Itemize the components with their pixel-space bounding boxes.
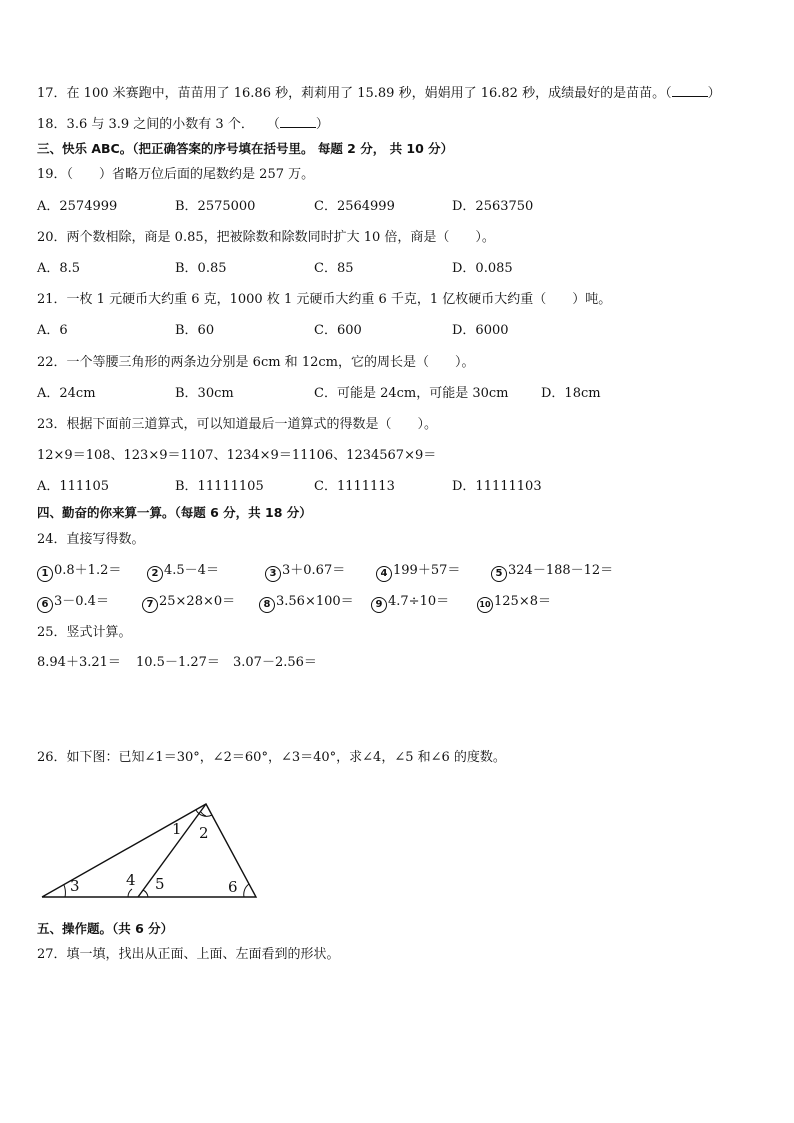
option-c[interactable]: C．2564999 [314, 199, 395, 214]
vertical-calc-item: 3.07－2.56＝ [233, 655, 317, 670]
inner-segment [138, 804, 206, 897]
option-d[interactable]: D．2563750 [452, 199, 534, 214]
question-17 [37, 84, 721, 102]
option-a[interactable]: A．111105 [37, 479, 110, 494]
question-17-close: ） [707, 86, 721, 101]
question-18-close: ） [315, 117, 329, 132]
section-5-heading: 五、操作题。（共 6 分） [37, 921, 174, 936]
option-a[interactable]: A．2574999 [37, 199, 118, 214]
option-a[interactable]: A．8.5 [37, 261, 81, 276]
calc-item: 8 3.56×100＝ [259, 594, 354, 613]
option-b[interactable]: B．0.85 [175, 261, 227, 276]
section-3-heading: 三、快乐 ABC。（把正确答案的序号填在括号里。 每题 2 分， 共 10 分） [37, 141, 454, 156]
question-18 [37, 115, 329, 133]
option-d[interactable]: D．6000 [452, 323, 509, 338]
question-19-stem: 19．（ ）省略万位后面的尾数约是 257 万。 [37, 167, 315, 182]
number-badge: 5 [491, 566, 507, 582]
option-b[interactable]: B．60 [175, 323, 215, 338]
calc-item: 5 324－188－12＝ [491, 563, 613, 582]
answer-blank-18[interactable] [280, 115, 316, 128]
section-4-heading: 四、勤奋的你来算一算。（每题 6 分，共 18 分） [37, 505, 312, 520]
calc-item: 4 199＋57＝ [376, 563, 460, 582]
number-badge: 2 [147, 566, 163, 582]
calc-item: 1 0.8＋1.2＝ [37, 563, 121, 582]
calc-item: 7 25×28×0＝ [142, 594, 235, 613]
option-d[interactable]: D．18cm [541, 386, 601, 401]
calc-item: 9 4.7÷10＝ [371, 594, 449, 613]
vertical-calc-item: 8.94＋3.21＝ [37, 655, 121, 670]
angle-arc-6 [244, 884, 249, 897]
angle-arc-5 [143, 890, 148, 897]
option-a[interactable]: A．24cm [37, 386, 96, 401]
number-badge: 3 [265, 566, 281, 582]
number-badge: 9 [371, 597, 387, 613]
angle-arc-3 [64, 885, 65, 897]
option-a[interactable]: A．6 [37, 323, 68, 338]
option-d[interactable]: D．11111103 [452, 479, 542, 494]
option-b[interactable]: B．11111105 [175, 479, 264, 494]
question-18-text: 18．3.6 与 3.9 之间的小数有 3 个． （ [37, 117, 280, 132]
question-17-text: 17．在 100 米赛跑中，苗苗用了 16.86 秒，莉莉用了 15.89 秒，娟娟用了 16.82 秒，成绩最好的是苗苗。（ [37, 86, 672, 101]
question-25-stem: 25．竖式计算。 [37, 625, 132, 640]
angle-arc-4 [128, 889, 132, 897]
calc-item: 6 3－0.4＝ [37, 594, 109, 613]
vertical-calc-item: 10.5－1.27＝ [136, 655, 220, 670]
angle-label-2: 2 [199, 824, 209, 842]
option-b[interactable]: B．2575000 [175, 199, 256, 214]
angle-label-4: 4 [126, 871, 136, 889]
answer-blank-17[interactable] [672, 84, 708, 97]
angle-label-3: 3 [70, 877, 80, 895]
option-c[interactable]: C．85 [314, 261, 354, 276]
option-c[interactable]: C．1111113 [314, 479, 395, 494]
angle-label-1: 1 [172, 820, 182, 838]
question-23-formula: 12×9＝108、123×9＝1107、1234×9＝11106、1234567×9＝ [37, 448, 437, 463]
angle-label-6: 6 [228, 878, 238, 896]
question-27-stem: 27．填一填，找出从正面、上面、左面看到的形状。 [37, 947, 340, 962]
number-badge: 6 [37, 597, 53, 613]
triangle-figure [36, 796, 266, 906]
number-badge: 4 [376, 566, 392, 582]
number-badge: 8 [259, 597, 275, 613]
angle-label-5: 5 [155, 875, 165, 893]
calc-item: 3 3＋0.67＝ [265, 563, 345, 582]
number-badge: 1 [37, 566, 53, 582]
option-b[interactable]: B．30cm [175, 386, 234, 401]
option-d[interactable]: D．0.085 [452, 261, 513, 276]
calc-item: 2 4.5－4＝ [147, 563, 219, 582]
question-24-stem: 24．直接写得数。 [37, 532, 145, 547]
calc-item: 10 125×8＝ [477, 594, 551, 613]
number-badge: 7 [142, 597, 158, 613]
question-23-stem: 23．根据下面前三道算式，可以知道最后一道算式的得数是（ ）。 [37, 417, 438, 432]
question-26-stem: 26．如下图：已知∠1＝30°，∠2＝60°，∠3＝40°，求∠4，∠5 和∠6 的度数。 [37, 750, 506, 765]
question-21-stem: 21．一枚 1 元硬币大约重 6 克，1000 枚 1 元硬币大约重 6 千克，1 亿枚硬币大约重（ ）吨。 [37, 292, 612, 307]
option-c[interactable]: C．可能是 24cm，可能是 30cm [314, 386, 509, 401]
question-22-stem: 22．一个等腰三角形的两条边分别是 6cm 和 12cm，它的周长是（ ）。 [37, 355, 475, 370]
option-c[interactable]: C．600 [314, 323, 362, 338]
number-badge: 10 [477, 597, 493, 613]
question-20-stem: 20．两个数相除，商是 0.85，把被除数和除数同时扩大 10 倍，商是（ ）。 [37, 230, 495, 245]
